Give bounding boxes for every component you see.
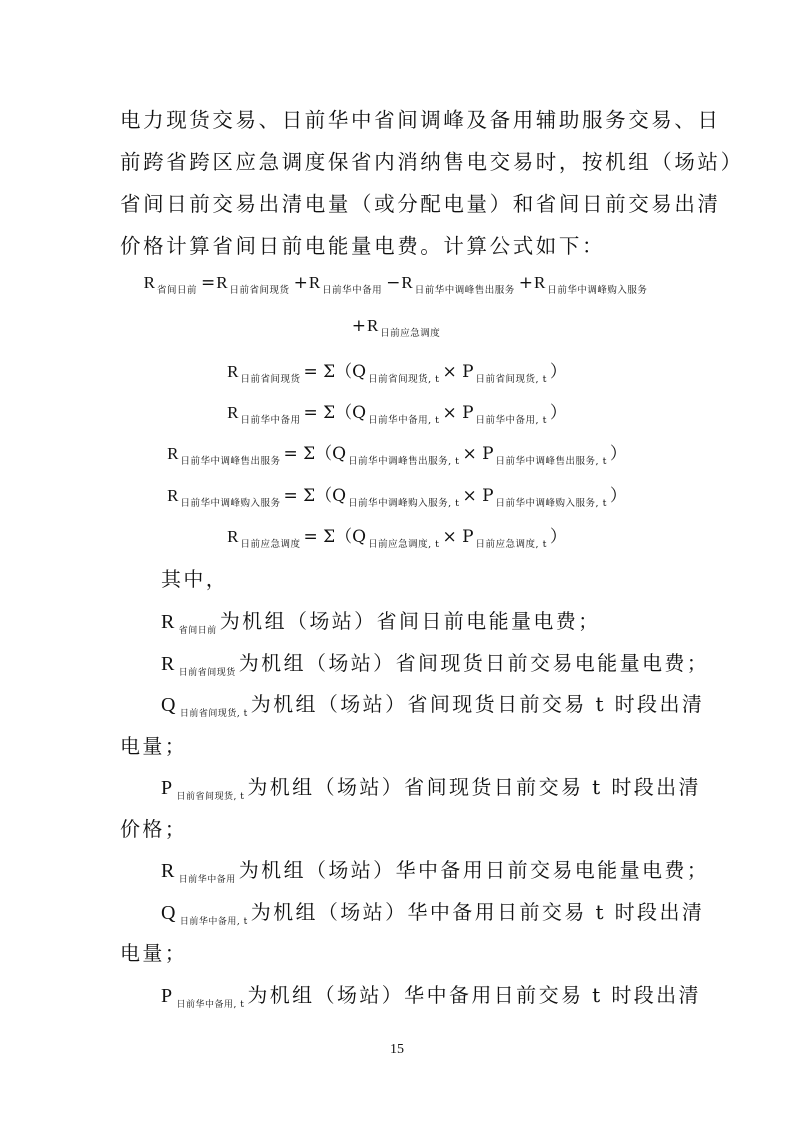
formula-close: ） <box>609 486 627 506</box>
definition-text: 为机组（场站）省间现货日前交易电能量电费； <box>238 651 710 675</box>
formula-operator: + <box>293 273 308 293</box>
formula-subscript: 日前应急调度, t <box>475 539 547 550</box>
definition-line <box>161 688 704 719</box>
formula-sum: = Σ（Q <box>283 444 347 464</box>
formula-times: × P <box>442 527 474 547</box>
definition-subscript: 日前省间现货 <box>178 668 236 678</box>
definition-text: 为机组（场站）省间日前电能量电费； <box>219 609 601 633</box>
formula-subscript: 日前华中调峰购入服务, t <box>495 498 607 509</box>
formula-subscript: 日前省间现货, t <box>368 374 440 385</box>
intro-line-4: 价格计算省间日前电能量电费。计算公式如下： <box>120 234 606 258</box>
formula-operator: + <box>351 316 366 336</box>
definition-text: 为机组（场站）华中备用日前交易 t 时段出清 <box>250 900 705 924</box>
formula-operator: + <box>518 273 534 293</box>
formula-sum: = Σ（Q <box>283 486 347 506</box>
intro-line-1: 电力现货交易、日前华中省间调峰及备用辅助服务交易、日 <box>120 108 721 132</box>
formula-times: × P <box>442 362 474 382</box>
formula-close: ） <box>609 444 627 464</box>
definition-continuation: 电量； <box>120 941 188 965</box>
formula-subscript: 日前华中调峰售出服务, t <box>495 456 607 467</box>
intro-line-2: 前跨省跨区应急调度保省内消纳售电交易时，按机组（场站） <box>120 150 744 174</box>
formula-subscript: 省间日前 <box>156 285 197 296</box>
formula-close: ） <box>549 527 567 547</box>
definition-subscript: 日前华中备用, t <box>176 1000 245 1010</box>
definition-line <box>161 647 709 678</box>
formula-peak-buy <box>0 481 794 509</box>
intro-line-3: 省间日前交易出清电量（或分配电量）和省间日前交易出清 <box>120 192 721 216</box>
where-heading: 其中， <box>161 567 229 591</box>
formula-reserve <box>0 398 794 426</box>
formula-times: × P <box>462 486 494 506</box>
definition-text: 为机组（场站）省间现货日前交易 t 时段出清 <box>247 775 701 799</box>
formula-times: × P <box>462 444 494 464</box>
formula-subscript: 日前华中调峰购入服务, t <box>348 498 460 509</box>
formula-subscript: 日前华中调峰售出服务 <box>414 285 515 296</box>
formula-peak-sell <box>0 439 794 467</box>
definition-subscript: 日前华中备用, t <box>179 917 248 927</box>
formula-subscript: 日前华中备用 <box>240 415 301 426</box>
formula-times: × P <box>442 403 474 423</box>
definition-continuation: 价格； <box>120 817 188 841</box>
formula-subscript: 日前省间现货, t <box>475 374 547 385</box>
definition-line <box>161 896 704 927</box>
formula-subscript: 日前省间现货 <box>229 285 290 296</box>
definition-text: 为机组（场站）省间现货日前交易 t 时段出清 <box>250 692 705 716</box>
page-number: 15 <box>390 1042 404 1057</box>
definition-continuation: 电量； <box>120 734 188 758</box>
formula-symbol: R <box>534 273 546 292</box>
definition-symbol: P <box>161 985 175 1007</box>
formula-sum: = Σ（Q <box>303 403 367 423</box>
formula-subscript: 日前华中备用 <box>322 285 383 296</box>
formula-symbol: R <box>167 486 179 505</box>
formula-main-continued <box>0 316 794 339</box>
definition-text: 为机组（场站）华中备用日前交易 t 时段出清 <box>247 983 701 1007</box>
formula-symbol: R <box>227 403 239 422</box>
definition-subscript: 日前华中备用 <box>178 875 236 885</box>
formula-symbol: R <box>227 362 239 381</box>
formula-symbol: R <box>401 273 413 292</box>
definition-symbol: P <box>161 777 175 799</box>
formula-symbol: R <box>167 444 179 463</box>
formula-subscript: 日前应急调度 <box>240 539 301 550</box>
formula-operator: = <box>200 273 216 293</box>
definition-line <box>161 854 709 885</box>
formula-subscript: 日前华中调峰售出服务 <box>180 456 281 467</box>
definition-symbol: R <box>161 611 177 633</box>
definition-symbol: Q <box>161 902 178 924</box>
formula-subscript: 日前华中调峰购入服务 <box>180 498 281 509</box>
formula-symbol: R <box>216 273 228 292</box>
formula-symbol: R <box>366 316 379 335</box>
formula-subscript: 日前华中调峰售出服务, t <box>348 456 460 467</box>
definition-line <box>161 979 701 1010</box>
formula-subscript: 日前省间现货 <box>240 374 301 385</box>
formula-close: ） <box>549 362 567 382</box>
formula-emergency <box>0 522 794 550</box>
definition-subscript: 日前省间现货, t <box>179 709 248 719</box>
formula-subscript: 日前应急调度, t <box>368 539 440 550</box>
definition-symbol: R <box>161 860 177 882</box>
formula-symbol: R <box>227 527 239 546</box>
formula-subscript: 日前应急调度 <box>380 328 441 339</box>
formula-subscript: 日前华中调峰购入服务 <box>547 285 648 296</box>
formula-spot <box>0 357 794 385</box>
formula-sum: = Σ（Q <box>303 362 367 382</box>
definition-line <box>161 605 601 636</box>
formula-subscript: 日前华中备用, t <box>368 415 440 426</box>
formula-sum: = Σ（Q <box>303 527 367 547</box>
formula-symbol: R <box>143 273 155 292</box>
formula-subscript: 日前华中备用, t <box>475 415 547 426</box>
definition-subscript: 省间日前 <box>178 626 217 636</box>
formula-symbol: R <box>308 273 321 292</box>
definition-subscript: 日前省间现货, t <box>176 792 245 802</box>
definition-symbol: Q <box>161 694 178 716</box>
definition-symbol: R <box>161 653 177 675</box>
formula-main <box>0 273 794 296</box>
definition-line <box>161 771 701 802</box>
formula-close: ） <box>549 403 567 423</box>
definition-text: 为机组（场站）华中备用日前交易电能量电费； <box>238 858 710 882</box>
formula-operator: − <box>386 273 401 293</box>
